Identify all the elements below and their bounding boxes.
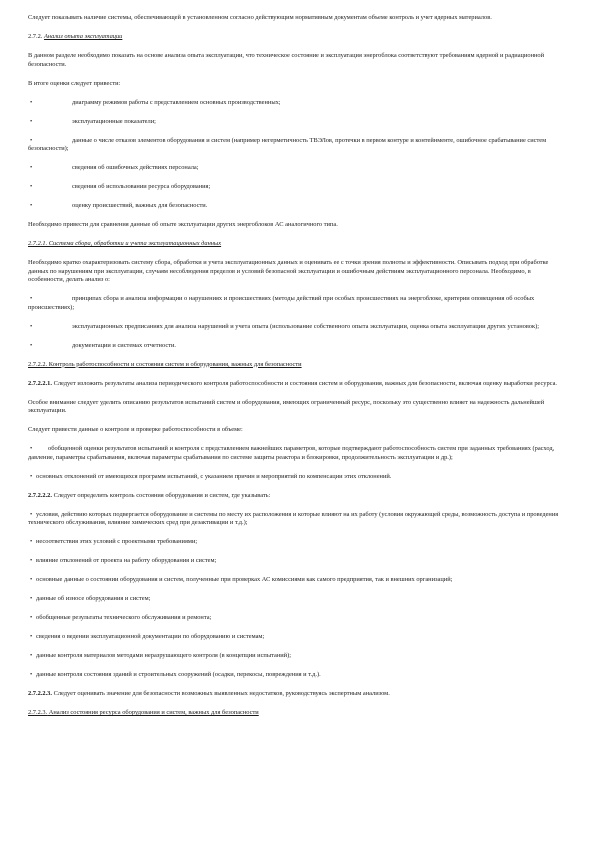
list-item: • влияние отклонений от проекта на работу оборудования и систем;: [30, 557, 217, 565]
bullet-icon: •: [30, 98, 33, 106]
list-item: • оценку происшествий, важных для безопасности.: [30, 202, 208, 210]
bullet-icon: •: [30, 671, 33, 679]
paragraph-limited-resource: Особое внимание следует уделить описанию результатов испытаний систем и оборудования, имеющих ограниченный ресурс, поскольку это существенно влияет на надежность дальнейшей эксплуатации.: [28, 398, 545, 415]
clause-number: 2.7.2.2.2.: [28, 491, 52, 499]
paragraph-2-7-2-2-1: 2.7.2.2.1. Следует изложить результаты анализа периодического контроля работоспособности и состояния систем и оборудования, важных для безопасности, включая оценку выработки ресурса.: [28, 379, 558, 387]
list-item: • основные данные о состоянии оборудования и систем, полученные при проверках АС комиссиями как самого предприятия, так и внешних организаций;: [30, 576, 453, 584]
list-item: • эксплуатационных предписаниях для анализа нарушений и учета опыта (использование собственного опыта эксплуатации, оценка опыта эксплуатации других установок);: [30, 322, 540, 330]
bullet-icon: •: [30, 652, 33, 660]
section-title: Анализ опыта эксплуатации: [44, 32, 123, 40]
list-item: • сведения об ошибочных действиях персонала;: [30, 164, 199, 172]
bullet-icon: •: [30, 445, 33, 453]
bullet-icon: •: [30, 538, 33, 546]
bullet-icon: •: [30, 557, 33, 565]
list-item: • данные контроля материалов методами неразрушающего контроля (в концепции испытаний);: [30, 652, 291, 660]
bullet-icon: •: [30, 164, 33, 172]
list-item: • данные об износе оборудования и систем;: [30, 595, 151, 603]
list-item: • условия, действию которых подвергается оборудование и системы по месту их расположения и которые влияют на их работу (условия окружающей среды, возможность доступа и проведения технического обслуживания, влияние химических сред при дезактивации и т.д.);: [28, 510, 559, 527]
paragraph-section-intro: В данном разделе необходимо показать на основе анализа опыта эксплуатации, что техническое состояние и эксплуатация энергоблока соответствуют требованиям ядерной и радиационной безопасности.: [28, 51, 545, 68]
list-item: • обобщенные результаты технического обслуживания и ремонта;: [30, 614, 212, 622]
list-item: • обобщенной оценки результатов испытаний и контроля с представлением важнейших параметров, которые подтверждают работоспособность систем при заданных требованиях (расход, давление, параметры срабатывания, включая параметры срабатывания по системе защиты реактора и блокировки, продолжительность эксплуатации и др.);: [28, 445, 555, 461]
list-item: • данные о числе отказов элементов оборудования и систем (например негерметичность ТВЭЛов, протечки в первом контуре и контейнменте, ошибочное срабатывание систем безопасности);: [28, 136, 547, 153]
section-heading-2-7-2-3: 2.7.2.3. Анализ состояния ресурса оборудования и систем, важных для безопасности: [28, 709, 259, 717]
list-item: • сведения об использовании ресурса оборудования;: [30, 183, 211, 191]
section-heading-2-7-2-2: 2.7.2.2. Контроль работоспособности и состояния систем и оборудования, важных для безопасности: [28, 360, 302, 368]
bullet-icon: •: [30, 614, 33, 622]
list-item: • документации и системах отчетности.: [30, 341, 176, 349]
list-item: • несоответствия этих условий с проектными требованиями;: [30, 538, 198, 546]
bullet-icon: •: [30, 136, 33, 144]
bullet-icon: •: [30, 183, 33, 191]
list-item: • сведения о ведении эксплуатационной документации по оборудованию и системам;: [30, 633, 265, 641]
list-item: • основных отклонений от имеющихся программ испытаний, с указанием причин и мероприятий по компенсации этих отклонений.: [30, 472, 392, 480]
bullet-icon: •: [30, 341, 33, 349]
list-item: • принципах сбора и анализа информации о нарушениях и происшествиях (методы действий при особых происшествиях на энергоблоке, критерии оповещения об особых происшествиях);: [28, 295, 535, 311]
bullet-icon: •: [30, 576, 33, 584]
section-number: 2.7.2.: [28, 32, 43, 40]
section-number: 2.7.2.3.: [28, 709, 48, 717]
paragraph-accounting: Следует показывать наличие системы, обеспечивающей в установленном согласно действующим нормативным документам объеме контроль и учет ядерных материалов.: [28, 14, 492, 21]
bullet-icon: •: [30, 202, 33, 210]
list-item: • эксплуатационные показатели;: [30, 117, 156, 125]
bullet-icon: •: [30, 295, 33, 303]
list-item: • данные контроля состояния зданий и строительных сооружений (осадки, перекосы, повреждения и т.д.).: [30, 671, 321, 679]
paragraph-2-7-2-2-2: 2.7.2.2.2. Следует определить контроль состояния оборудования и систем, где указывать:: [28, 491, 271, 499]
clause-number: 2.7.2.2.1.: [28, 379, 52, 387]
paragraph-control-scope: Следует привести данные о контроле и проверке работоспособности в объеме:: [28, 426, 243, 434]
bullet-icon: •: [30, 595, 33, 603]
section-heading-2-7-2: [28, 33, 567, 42]
list-item: • диаграмму режимов работы с представлением основных производственных;: [30, 98, 281, 106]
paragraph-data-system: Необходимо кратко охарактеризовать систему сбора, обработки и учета эксплуатационных данных и оценивать ее с точки зрения полноты и эффективности. Описывать подход при обработке данных по нарушениям при эксплуатации, случаям несоблюдения пределов и условий безопасной эксплуатации и ошибочным действиям эксплуатационного персонала. Необходимо, в особенности, делать анализ о:: [28, 259, 549, 284]
section-heading-2-7-2-1: 2.7.2.1. Система сбора, обработки и учета эксплуатационных данных: [28, 240, 222, 248]
bullet-icon: •: [30, 322, 33, 330]
bullet-icon: •: [30, 117, 33, 125]
clause-number: 2.7.2.2.3.: [28, 690, 52, 698]
bullet-icon: •: [30, 510, 33, 518]
bullet-icon: •: [30, 472, 33, 480]
paragraph-comparison: Необходимо привести для сравнения данные об опыте эксплуатации других энергоблоков АС аналогичного типа.: [28, 221, 338, 229]
paragraph-2-7-2-2-3: 2.7.2.2.3. Следует оценивать значение для безопасности возможных выявленных недостатков, руководствуясь экспертным анализом.: [28, 690, 390, 698]
paragraph-list-intro: В итоге оценки следует привести:: [28, 79, 121, 87]
bullet-icon: •: [30, 633, 33, 641]
